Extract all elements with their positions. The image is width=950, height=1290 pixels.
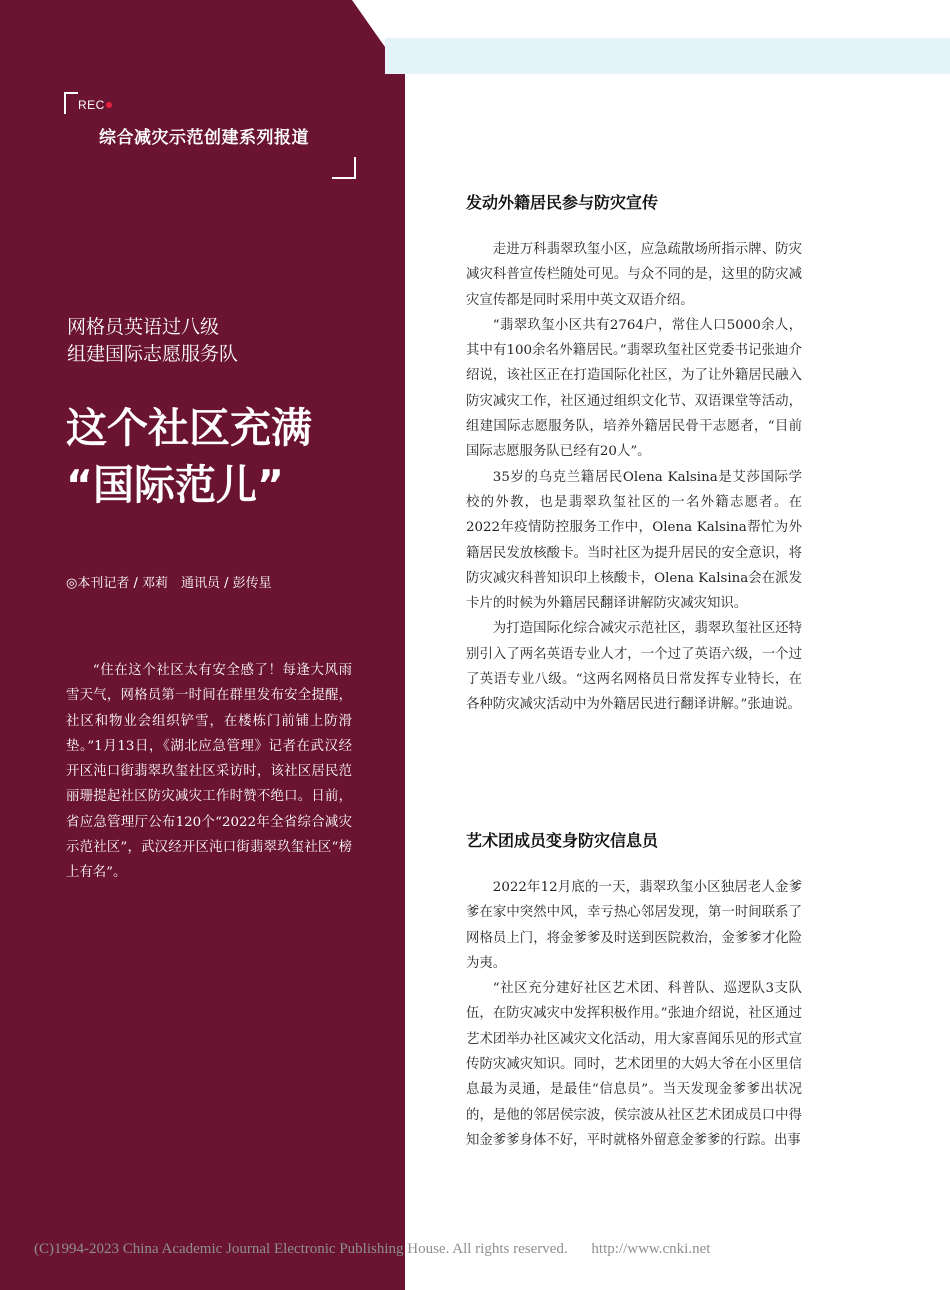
body-paragraph: 35岁的乌克兰籍居民Olena Kalsina是艾莎国际学校的外教，也是翡翠玖玺社区的一名外籍志愿者。在2022年疫情防控服务工作中，Olena Kalsina帮忙为外籍居民发放核酸卡。当时社区为提升居民的安全意识，将防灾减灾科普知识印上核酸卡，Olena Kalsina会在派发卡片的时候为外籍居民翻译讲解防灾减灾知识。 (466, 469, 802, 612)
byline: ◎本刊记者 / 邓莉 通讯员 / 彭传星 (66, 576, 272, 591)
intro-paragraph: “住在这个社区太有安全感了！每逢大风雨雪天气，网格员第一时间在群里发布安全提醒，社区和物业会组织铲雪，在楼栋门前铺上防滑垫。”1月13日，《湖北应急管理》记者在武汉经开区沌口街翡翠玖玺社区采访时，该社区居民范丽珊提起社区防灾减灾工作时赞不绝口。日前，省应急管理厅公布120个“2022年全省综合减灾示范社区”，武汉经开区沌口街翡翠玖玺社区“榜上有名”。 (66, 663, 352, 881)
section-body (466, 875, 802, 1153)
body-paragraph: 走进万科翡翠玖玺小区，应急疏散场所指示牌、防灾减灾科普宣传栏随处可见。与众不同的是，这里的防灾减灾宣传都是同时采用中英文双语介绍。 (466, 242, 802, 308)
body-paragraph: “翡翠玖玺小区共有2764户，常住人口5000余人，其中有100余名外籍居民。”翡翠玖玺社区党委书记张迪介绍说，该社区正在打造国际化社区，为了让外籍居民融入防灾减灾工作，社区通过组织文化节、双语课堂等活动，组建国际志愿服务队，培养外籍居民骨干志愿者，“目前国际志愿服务队已经有20人”。 (466, 317, 802, 460)
title-line: “国际范儿” (66, 461, 284, 509)
rec-dot-icon (106, 102, 112, 108)
article-title (66, 400, 312, 514)
header-teal-band (385, 38, 950, 74)
body-paragraph: “社区充分建好社区艺术团、科普队、巡逻队3支队伍，在防灾减灾中发挥积极作用。”张迪介绍说，社区通过艺术团举办社区减灾文化活动，用大家喜闻乐见的形式宣传防灾减灾知识。同时，艺术团里的大妈大爷在小区里信息最为灵通，是最佳“信息员”。当天发现金爹爹出状况的，是他的邻居侯宗波，侯宗波从社区艺术团成员口中得知金爹爹身体不好，平时就格外留意金爹爹的行踪。出事 (466, 981, 802, 1148)
footer-url[interactable]: http://www.cnki.net (591, 1241, 711, 1257)
article-subtitle (67, 314, 238, 368)
section-heading: 发动外籍居民参与防灾宣传 (466, 193, 659, 212)
body-paragraph: 2022年12月底的一天，翡翠玖玺小区独居老人金爹爹在家中突然中风，幸亏热心邻居发现，第一时间联系了网格员上门，将金爹爹及时送到医院救治，金爹爹才化险为夷。 (466, 880, 802, 971)
rec-label: REC (78, 98, 105, 112)
section-body (466, 237, 802, 718)
series-title: 综合减灾示范创建系列报道 (99, 128, 309, 148)
bracket-top-left (64, 92, 78, 114)
subtitle-line: 组建国际志愿服务队 (67, 343, 239, 365)
subtitle-line: 网格员英语过八级 (67, 316, 220, 338)
copyright-footer (34, 1241, 710, 1258)
section-heading: 艺术团成员变身防灾信息员 (466, 831, 659, 850)
bracket-bottom-right (332, 157, 356, 179)
title-line: 这个社区充满 (66, 404, 312, 452)
copyright-text: (C)1994-2023 China Academic Journal Electronic Publishing House. All rights reserved. (34, 1241, 568, 1257)
body-paragraph: 为打造国际化综合减灾示范社区，翡翠玖玺社区还特别引入了两名英语专业人才，一个过了英语六级，一个过了英语专业八级。“这两名网格员日常发挥专业特长，在各种防灾减灾活动中为外籍居民进行翻译讲解。”张迪说。 (466, 621, 802, 713)
left-maroon-panel (0, 0, 405, 1290)
